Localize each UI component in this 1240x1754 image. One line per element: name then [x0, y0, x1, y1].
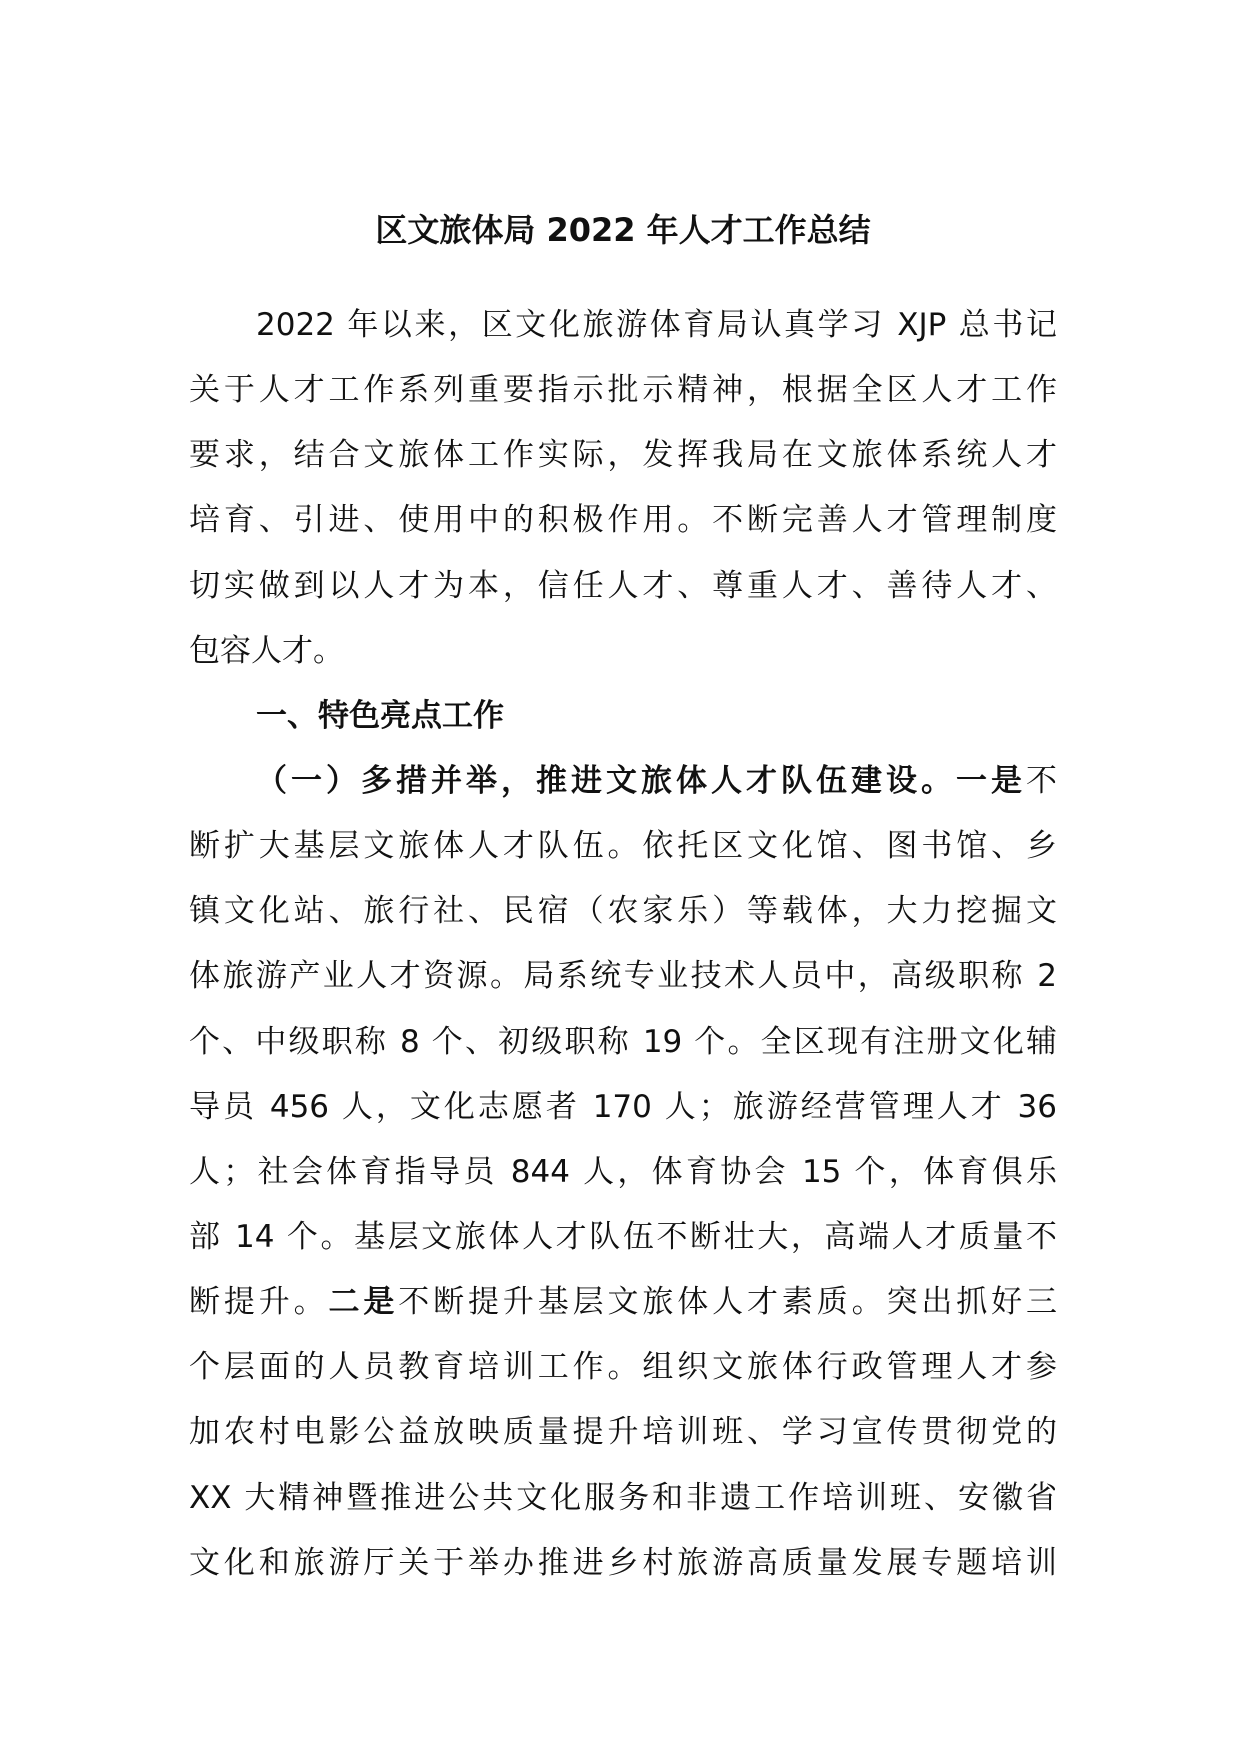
body-line: 个层面的人员教育培训工作。组织文旅体行政管理人才参 [189, 1349, 1057, 1386]
point-marker-bold: 二是 [328, 1284, 399, 1321]
section-heading: 一、特色亮点工作 [256, 697, 504, 734]
body-line: 个、中级职称 8 个、初级职称 19 个。全区现有注册文化辅 [189, 1023, 1057, 1060]
intro-line: 2022 年以来，区文化旅游体育局认真学习 XJP 总书记 [256, 307, 1057, 343]
subsection-first-line [189, 749, 1057, 814]
intro-line: 培育、引进、使用中的积极作用。不断完善人才管理制度 [189, 502, 1057, 539]
document-body [189, 293, 1057, 1596]
body-line: XX 大精神暨推进公共文化服务和非遗工作培训班、安徽省 [189, 1479, 1057, 1516]
subsection-first-line-text: 不 [1026, 762, 1057, 799]
document-title: 区文旅体局 2022 年人才工作总结 [375, 211, 871, 249]
intro-line: 要求，结合文旅体工作实际，发挥我局在文旅体系统人才 [189, 437, 1057, 474]
body-line: 加农村电影公益放映质量提升培训班、学习宣传贯彻党的 [189, 1414, 1057, 1451]
body-line: 体旅游产业人才资源。局系统专业技术人员中，高级职称 2 [189, 958, 1057, 995]
body-line: 镇文化站、旅行社、民宿（农家乐）等载体，大力挖掘文 [189, 893, 1057, 930]
body-line: 导员 456 人，文化志愿者 170 人；旅游经营管理人才 36 [189, 1088, 1057, 1125]
body-line: 断扩大基层文旅体人才队伍。依托区文化馆、图书馆、乡 [189, 828, 1057, 865]
body-line: 部 14 个。基层文旅体人才队伍不断壮大，高端人才质量不 [189, 1218, 1057, 1255]
intro-line: 包容人才。 [189, 632, 344, 669]
intro-line: 切实做到以人才为本，信任人才、尊重人才、善待人才、 [189, 567, 1057, 604]
body-text-segment: 不断提升基层文旅体人才素质。突出抓好三 [398, 1284, 1057, 1321]
subsection-heading-bold: （一）多措并举，推进文旅体人才队伍建设。一是 [256, 762, 1026, 799]
body-line: 文化和旅游厅关于举办推进乡村旅游高质量发展专题培训 [189, 1544, 1057, 1581]
intro-line: 关于人才工作系列重要指示批示精神，根据全区人才工作 [189, 372, 1057, 409]
body-line-mixed [189, 1270, 1057, 1335]
body-text-segment: 断提升。 [189, 1284, 329, 1321]
body-line: 人；社会体育指导员 844 人，体育协会 15 个，体育俱乐 [189, 1153, 1057, 1190]
